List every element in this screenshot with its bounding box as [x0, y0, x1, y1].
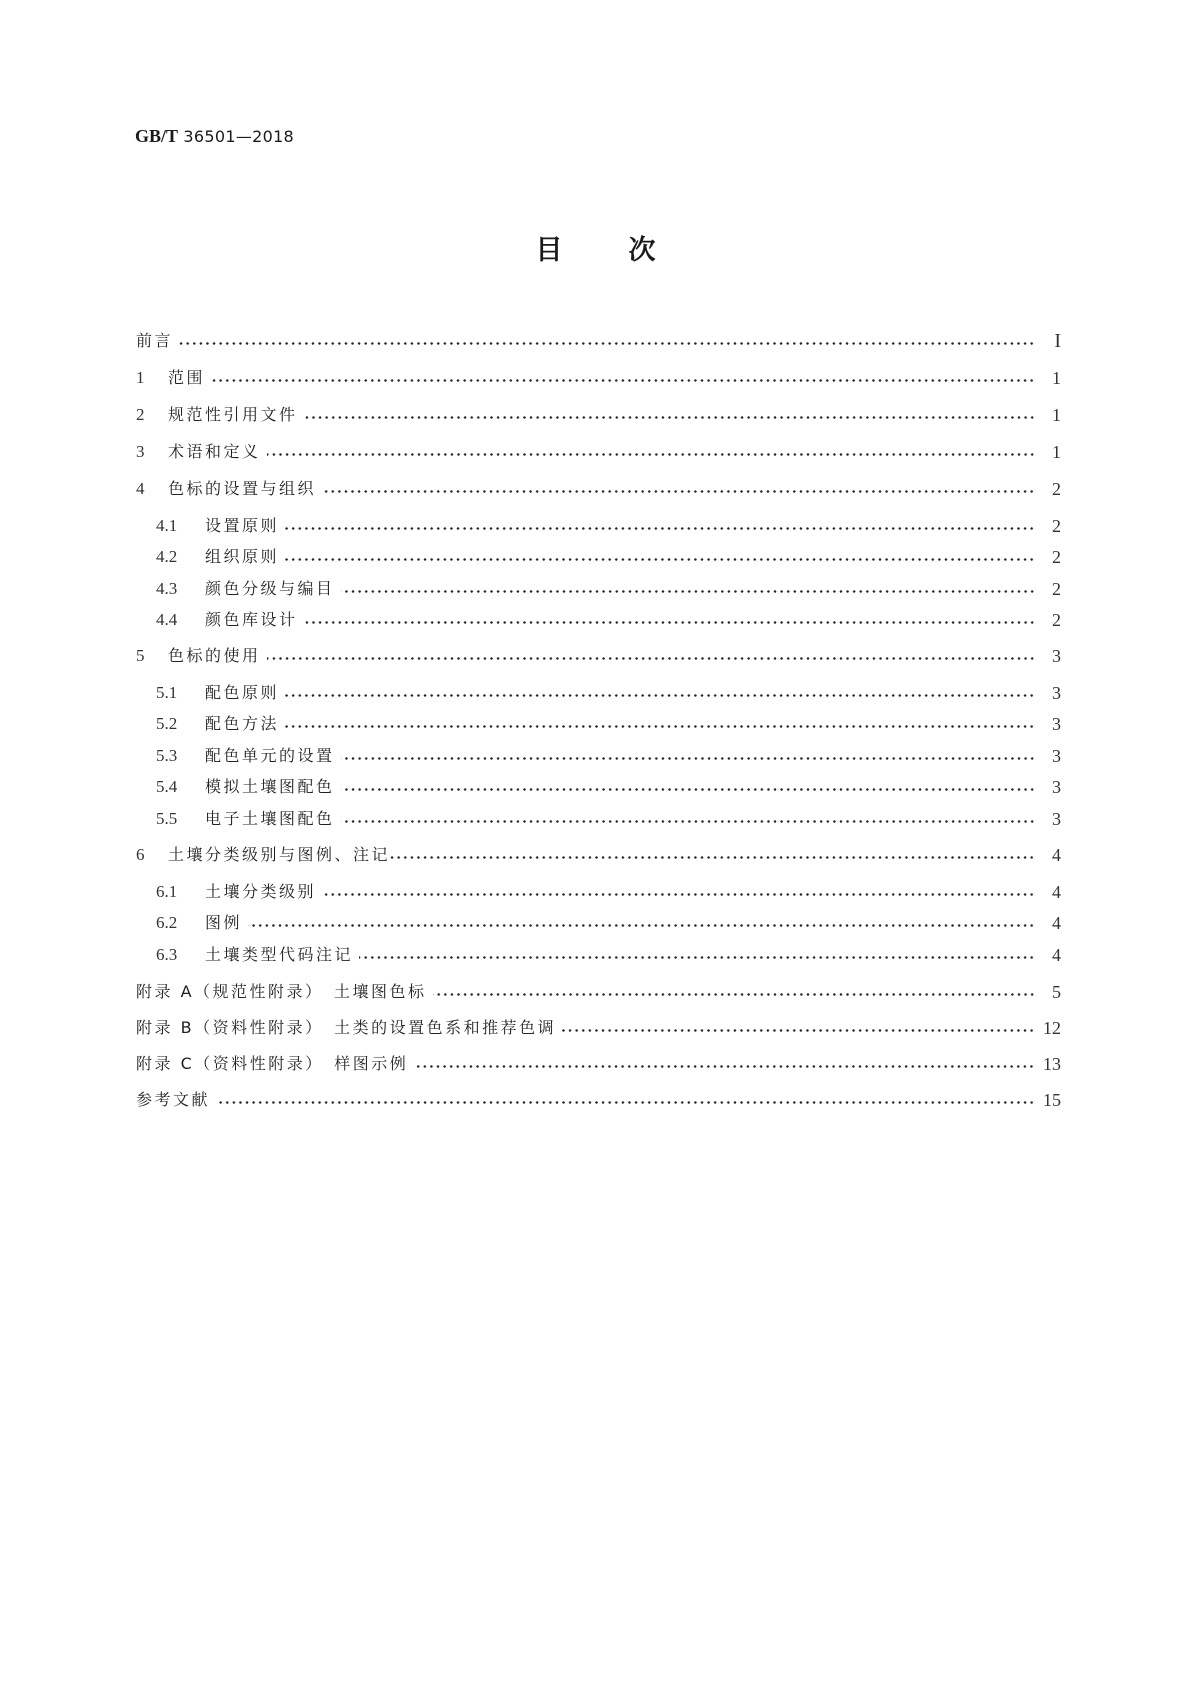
toc-number: 6 — [136, 845, 145, 864]
dot-leader — [341, 578, 1035, 600]
toc-label: 配色方法 — [205, 714, 280, 733]
toc-page: 2 — [1052, 547, 1061, 567]
toc-page: 3 — [1052, 746, 1061, 766]
toc-number: 5 — [136, 646, 145, 665]
toc-label: 图例 — [205, 913, 243, 932]
toc-label: 组织原则 — [205, 547, 280, 566]
title-char-2: 次 — [628, 235, 656, 266]
toc-page: 1 — [1052, 368, 1061, 388]
toc-entry[interactable] — [156, 713, 1061, 735]
toc-label: 附录 A（规范性附录） 土壤图色标 — [136, 982, 427, 1001]
toc-page: 4 — [1052, 882, 1061, 902]
toc-entry[interactable] — [156, 944, 1061, 966]
toc-label: 土壤类型代码注记 — [205, 945, 354, 964]
toc-entry[interactable] — [156, 578, 1061, 600]
toc-entry[interactable] — [136, 844, 1061, 866]
standard-prefix: GB/T — [135, 126, 179, 146]
dot-leader — [322, 881, 1035, 903]
toc-number: 6.2 — [156, 913, 178, 932]
toc-entry[interactable] — [136, 1053, 1061, 1075]
toc-entry[interactable] — [136, 981, 1061, 1003]
toc-page: 2 — [1052, 516, 1061, 536]
title-char-1: 目 — [535, 235, 563, 266]
toc-page: 3 — [1052, 777, 1061, 797]
toc-page: 4 — [1052, 945, 1061, 965]
dot-leader — [390, 844, 1035, 866]
dot-leader — [304, 404, 1035, 426]
toc-number: 5.4 — [156, 777, 178, 796]
toc-page: 13 — [1043, 1054, 1061, 1074]
toc-page: 15 — [1043, 1090, 1061, 1110]
toc-number: 6.3 — [156, 945, 178, 964]
toc-entry[interactable] — [156, 776, 1061, 798]
toc-number: 2 — [136, 405, 145, 424]
dot-leader — [304, 609, 1035, 631]
toc-page: 3 — [1052, 683, 1061, 703]
toc-label: 范围 — [168, 368, 206, 387]
toc-label: 色标的设置与组织 — [168, 479, 317, 498]
dot-leader — [248, 912, 1035, 934]
dot-leader — [433, 981, 1035, 1003]
toc-number: 4.1 — [156, 516, 178, 535]
toc-label: 设置原则 — [205, 516, 280, 535]
toc-number: 5.1 — [156, 683, 178, 702]
toc-page: 2 — [1052, 610, 1061, 630]
page-title — [0, 228, 1191, 267]
toc-label: 颜色分级与编目 — [205, 579, 335, 598]
toc-number: 5.2 — [156, 714, 178, 733]
toc-label: 参考文献 — [136, 1090, 211, 1109]
toc-page: 2 — [1052, 579, 1061, 599]
toc-entry[interactable] — [156, 682, 1061, 704]
toc-label: 前言 — [136, 331, 174, 350]
toc-label: 颜色库设计 — [205, 610, 298, 629]
dot-leader — [285, 682, 1035, 704]
toc-entry[interactable] — [136, 441, 1061, 463]
toc-label: 电子土壤图配色 — [205, 809, 335, 828]
toc-page: 4 — [1052, 845, 1061, 865]
toc-number: 4.3 — [156, 579, 178, 598]
toc-page: 3 — [1052, 646, 1061, 666]
dot-leader — [285, 713, 1035, 735]
dot-leader — [414, 1053, 1035, 1075]
toc-entry[interactable] — [156, 808, 1061, 830]
toc-page: 3 — [1052, 809, 1061, 829]
dot-leader — [267, 441, 1035, 463]
toc-number: 3 — [136, 442, 145, 461]
toc-label: 配色原则 — [205, 683, 280, 702]
toc-page: I — [1054, 330, 1061, 352]
dot-leader — [285, 546, 1035, 568]
standard-number: 36501—2018 — [183, 127, 295, 146]
toc-entry[interactable] — [156, 912, 1061, 934]
toc-entry[interactable] — [136, 645, 1061, 667]
toc-label: 术语和定义 — [168, 442, 261, 461]
toc-number: 1 — [136, 368, 145, 387]
toc-entry[interactable] — [136, 330, 1061, 352]
toc-entry[interactable] — [136, 404, 1061, 426]
toc-label: 配色单元的设置 — [205, 746, 335, 765]
dot-leader — [267, 645, 1035, 667]
toc-number: 4.2 — [156, 547, 178, 566]
toc-label: 附录 C（资料性附录） 样图示例 — [136, 1054, 409, 1073]
toc-label: 模拟土壤图配色 — [205, 777, 335, 796]
toc-page: 2 — [1052, 479, 1061, 499]
toc-label: 规范性引用文件 — [168, 405, 298, 424]
toc-entry[interactable] — [156, 515, 1061, 537]
toc-label: 土壤分类级别 — [205, 882, 317, 901]
dot-leader — [211, 367, 1035, 389]
dot-leader — [341, 745, 1035, 767]
dot-leader — [285, 515, 1035, 537]
toc-number: 4 — [136, 479, 145, 498]
dot-leader — [179, 330, 1035, 352]
toc-number: 6.1 — [156, 882, 178, 901]
toc-page: 3 — [1052, 714, 1061, 734]
dot-leader — [562, 1017, 1035, 1039]
dot-leader — [216, 1089, 1035, 1111]
standard-code — [135, 126, 294, 147]
dot-leader — [341, 776, 1035, 798]
toc-entry[interactable] — [136, 1017, 1061, 1039]
toc-page: 12 — [1043, 1018, 1061, 1038]
toc-entry[interactable] — [136, 478, 1061, 500]
toc-number: 4.4 — [156, 610, 178, 629]
toc-page: 5 — [1052, 982, 1061, 1002]
toc-page: 1 — [1052, 442, 1061, 462]
dot-leader — [341, 808, 1035, 830]
toc-label: 土壤分类级别与图例、注记 — [168, 845, 391, 864]
toc-label: 附录 B（资料性附录） 土类的设置色系和推荐色调 — [136, 1018, 557, 1037]
dot-leader — [322, 478, 1035, 500]
toc-number: 5.5 — [156, 809, 178, 828]
dot-leader — [359, 944, 1035, 966]
toc-page: 4 — [1052, 913, 1061, 933]
toc-page: 1 — [1052, 405, 1061, 425]
toc-number: 5.3 — [156, 746, 178, 765]
toc-entry[interactable] — [136, 1089, 1061, 1111]
toc-entry[interactable] — [156, 881, 1061, 903]
toc-entry[interactable] — [136, 367, 1061, 389]
toc-label: 色标的使用 — [168, 646, 261, 665]
toc-entry[interactable] — [156, 745, 1061, 767]
toc-entry[interactable] — [156, 609, 1061, 631]
toc-entry[interactable] — [156, 546, 1061, 568]
